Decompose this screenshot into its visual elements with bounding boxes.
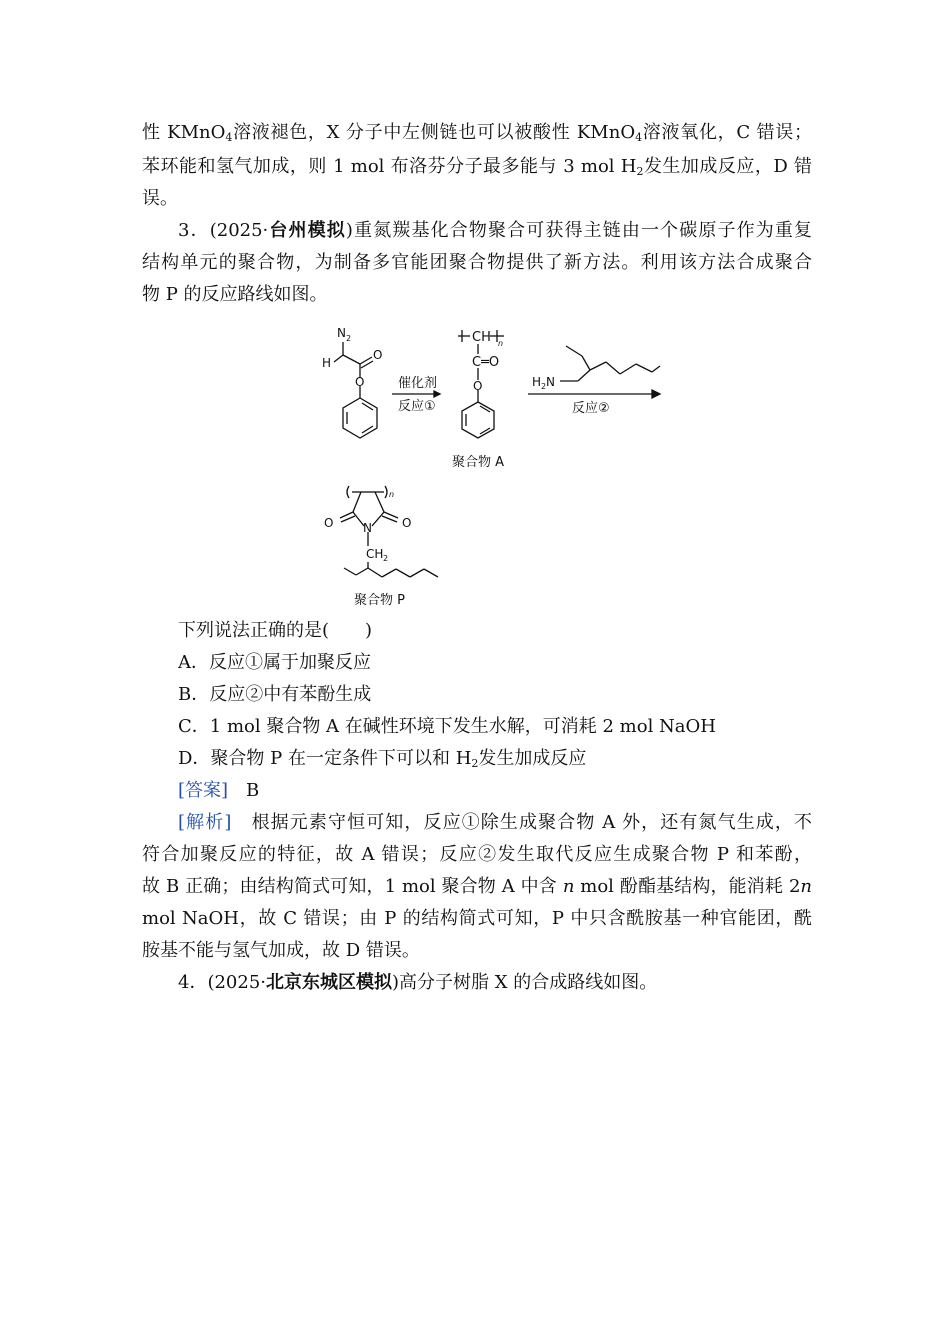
option-a: A．反应①属于加聚反应 <box>178 652 371 673</box>
answer-line: [答案] B <box>178 780 260 801</box>
text-line: 苯环能和氢气加成，则 1 mol 布洛芬分子最多能与 3 mol $H_2$发生加成反应，D 错 <box>142 156 812 178</box>
n-subscript: n <box>498 339 504 348</box>
analysis-line: [解析] 根据元素守恒可知，反应①除生成聚合物 A 外，还有氮气生成，不 <box>178 812 812 833</box>
option-b: B．反应②中有苯酚生成 <box>178 684 372 705</box>
amine-h-label: H <box>532 375 542 389</box>
carbonyl-o-label: O <box>373 348 383 362</box>
n2-label: N <box>337 326 346 340</box>
h-label: H <box>322 356 332 370</box>
analysis-line: 故 B 正确；由结构简式可知，1 mol 聚合物 A 中含 n mol 酚酯基结构，能消耗 2n <box>142 876 812 897</box>
amine-subscript: 2 <box>541 382 547 391</box>
ester-o-label: O <box>355 375 365 389</box>
n-subscript-p: n <box>389 490 395 499</box>
imide-n-label: N <box>363 521 372 535</box>
polymer-p-label: 聚合物 P <box>354 593 405 608</box>
catalyst-label: 催化剂 <box>398 376 438 391</box>
polymer-a-label: 聚合物 A <box>452 455 505 470</box>
text-line: 结构单元的聚合物，为制备多官能团聚合物提供了新方法。利用该方法合成聚合 <box>142 252 812 273</box>
text-line: 性 KMnO$_4$溶液褪色，X 分子中左侧链也可以被酸性 KMnO$_4$溶液氧化，C 错误； <box>142 122 812 144</box>
reaction-1-label: 反应① <box>398 399 436 414</box>
amine-n-label: N <box>546 375 555 389</box>
option-c: C．1 mol 聚合物 A 在碱性环境下发生水解，可消耗 2 mol NaOH <box>178 716 716 737</box>
question-stem: 下列说法正确的是( ) <box>178 620 373 641</box>
analysis-line: mol NaOH，故 C 错误；由 P 的结构简式可知，P 中只含酰胺基一种官能团，酰 <box>142 908 812 929</box>
n2-subscript: 2 <box>346 334 352 343</box>
ester-o-label-a: O <box>473 379 483 393</box>
question-3-heading: 3．(2025·台州模拟)重氮羰基化合物聚合可获得主链由一个碳原子作为重复 <box>178 220 812 241</box>
analysis-line: 符合加聚反应的特征，故 A 错误；反应②发生取代反应生成聚合物 P 和苯酚， <box>142 844 812 865</box>
carbonyl-group: C═O <box>472 355 500 370</box>
analysis-line: 胺基不能与氢气加成，故 D 错误。 <box>142 940 420 961</box>
ch2-label: CH <box>366 547 384 561</box>
repeat-unit-ch: CH <box>472 330 491 345</box>
text-line: 误。 <box>142 188 178 209</box>
imide-o-left: O <box>324 516 334 530</box>
imide-o-right: O <box>402 516 412 530</box>
ch2-subscript: 2 <box>383 554 389 563</box>
option-d: D．聚合物 P 在一定条件下可以和 $H_2$发生加成反应 <box>178 748 587 770</box>
reaction-2-label: 反应② <box>572 401 610 416</box>
text-line: 物 P 的反应路线如图。 <box>142 284 328 305</box>
question-4-heading: 4．(2025·北京东城区模拟)高分子树脂 X 的合成路线如图。 <box>178 972 658 993</box>
